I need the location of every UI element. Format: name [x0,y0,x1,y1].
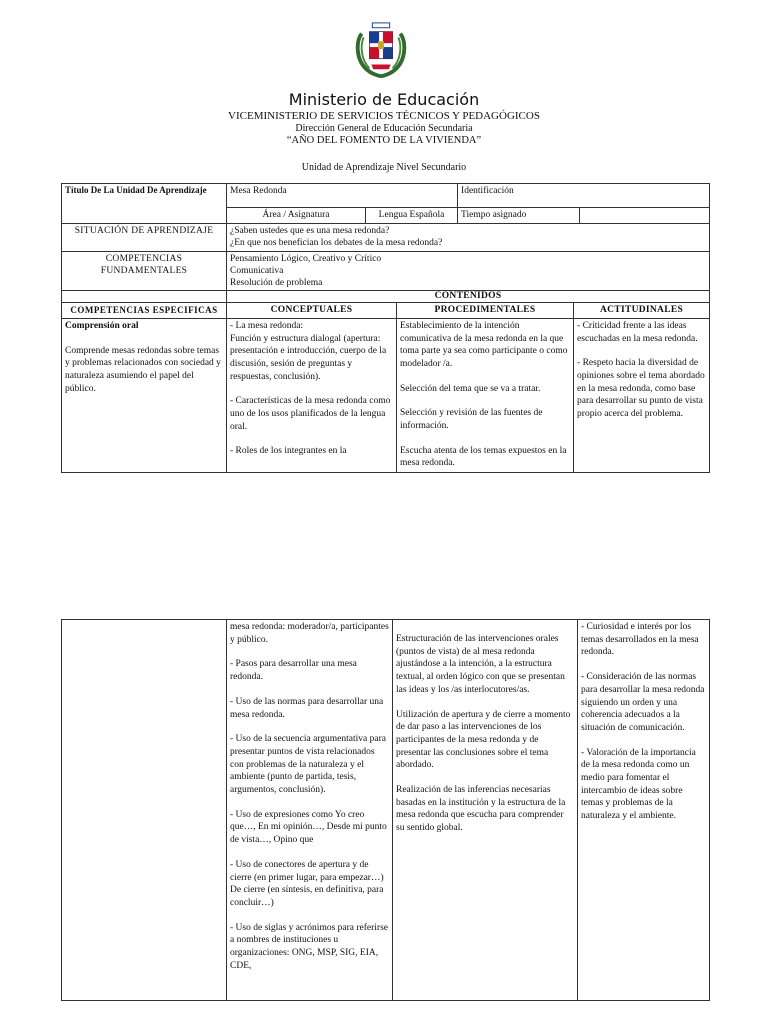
actitudinal-cont-1: - Curiosidad e interés por los temas desarrollados en la mesa redonda. [581,622,699,658]
area-label: Área / Asignatura [227,208,366,224]
competencia-2: Comunicativa [230,266,284,277]
especificas-cell [62,318,227,472]
identification-label: Identificación [458,184,710,208]
procedimental-4: Escucha atenta de los temas expuestos en la mesa redonda. [400,445,567,469]
time-value [580,208,710,224]
contenidos-spacer [62,291,227,303]
coat-of-arms-icon [352,20,410,78]
actitudinal-cont-2: - Consideración de las normas para desarrollar la mesa redonda siguiendo un orden y una coherencia adecuados a la situación de comunicación. [581,672,705,733]
actitudinal-2: - Respeto hacia la diversidad de opiniones sobre el tema abordado en la mesa redonda, como base para desarrollar su punto de vista propio acerca del problema. [577,358,705,420]
col-conceptuales: CONCEPTUALES [227,303,397,319]
col-procedimentales: PROCEDIMENTALES [397,303,574,319]
direction-title: Dirección General de Educación Secundaria [295,123,473,134]
unit-table [61,183,710,473]
procedimentales-cell [397,318,574,472]
area-value: Lengua Española [366,208,458,224]
procedimental-1: Establecimiento de la intención comunicativa de la mesa redonda en la que toma parte ya sea como participante o como modelador /a. [400,320,568,369]
year-motto: “AÑO DEL FOMENTO DE LA VIVIENDA” [286,135,482,146]
conceptual-1: - La mesa redonda: [230,320,304,331]
procedimental-cont-2: Utilización de apertura y de cierre a momento de dar paso a las intervenciones de los participantes de la mesa redonda y de presentar las conclusiones sobre el tema abordado. [396,709,571,771]
conceptual-cont-2: - Pasos para desarrollar una mesa redonda. [230,659,357,683]
conceptuales-cell [227,318,397,472]
col-actitudinales: ACTITUDINALES [574,303,710,319]
procedimental-cont-1: Estructuración de las intervenciones orales (puntos de vista) de al mesa redonda ajustándose a la intención, a la estructura textual, al orden lógico con que se presentan las ideas y los /as interlocutores/as. [396,634,565,695]
procedimentales-cell-continued [393,620,578,1001]
especificas-cell-continued [62,620,227,1001]
contenidos-header: CONTENIDOS [227,291,710,303]
actitudinal-1: - Criticidad frente a las ideas escuchadas en la mesa redonda. [577,320,698,344]
conceptual-cont-4: - Uso de la secuencia argumentativa para presentar puntos de vista relacionados con problemas de la naturaleza y el ambiente (punto de partida, tesis, argumentos, conclusión). [230,734,386,796]
conceptual-cont-8: - Uso de siglas y acrónimos para referirse a nombres de instituciones u organizaciones: ONG, MSP, SIG, EIA, CDE, [230,922,389,971]
procedimental-3: Selección y revisión de las fuentes de información. [400,408,543,432]
conceptual-4: - Roles de los integrantes en la [230,446,347,457]
especificas-text: Comprende mesas redondas sobre temas y problemas relacionados con sociedad y naturaleza asumiendo el papel del público. [65,345,221,394]
conceptual-cont-7: De cierre (en síntesis, en definitiva, para concluir…) [230,885,384,908]
situation-label: SITUACIÓN DE APRENDIZAJE [62,223,227,251]
continuation-table [61,619,710,1001]
competencias-label: COMPETENCIAS FUNDAMENTALES [62,252,227,291]
situation-question-2: ¿En que nos benefician los debates de la mesa redonda? [230,238,443,249]
competencias-list [227,252,710,291]
situation-question-1: ¿Saben ustedes que es una mesa redonda? [230,225,390,236]
conceptual-cont-5: - Uso de expresiones como Yo creo que…, En mi opinión…, Desde mi punto de vista…, Opino que [230,809,387,846]
conceptual-2: Función y estructura dialogal (apertura: presentación e introducción, cuerpo de la discusión, sesión de preguntas y respuestas, conclusión). [230,333,387,382]
viceministry-title: VICEMINISTERIO DE SERVICIOS TÉCNICOS Y PEDAGÓGICOS [228,110,540,122]
unit-title: Unidad de Aprendizaje Nivel Secundario [301,162,467,173]
title-label: Título De La Unidad De Aprendizaje [62,184,227,224]
actitudinal-cont-3: - Valoración de la importancia de la mesa redonda como un medio para fomentar el intercambio de ideas sobre temas y problemas de la naturaleza y el ambiente. [581,747,696,822]
conceptual-3: - Características de la mesa redonda como uno de los usos planificados de la lengua oral. [230,396,391,432]
actitudinales-cell-continued [578,620,710,1001]
conceptual-cont-1: mesa redonda: moderador/a, participantes y público. [230,622,389,645]
competencia-1: Pensamiento Lógico, Creativo y Crítico [230,254,382,265]
col-especificas: COMPETENCIAS ESPECIFICAS [62,303,227,319]
especificas-title: Comprensión oral [65,320,139,331]
conceptual-cont-6: - Uso de conectores de apertura y de cierre (en primer lugar, para empezar…) [230,859,384,883]
title-value: Mesa Redonda [227,184,458,208]
procedimental-cont-3: Realización de las inferencias necesarias basadas en la institución y la estructura de la mesa redonda que escucha para comprender su sentido global. [396,785,566,834]
ministry-title: Ministerio de Educación [288,90,480,109]
time-label: Tiempo asignado [458,208,580,224]
procedimental-2: Selección del tema que se va a tratar. [400,383,541,394]
conceptual-cont-3: - Uso de las normas para desarrollar una mesa redonda. [230,696,384,720]
conceptuales-cell-continued [227,620,393,1001]
situation-questions [227,223,710,251]
actitudinales-cell [574,318,710,472]
competencia-3: Resolución de problema [230,278,323,289]
